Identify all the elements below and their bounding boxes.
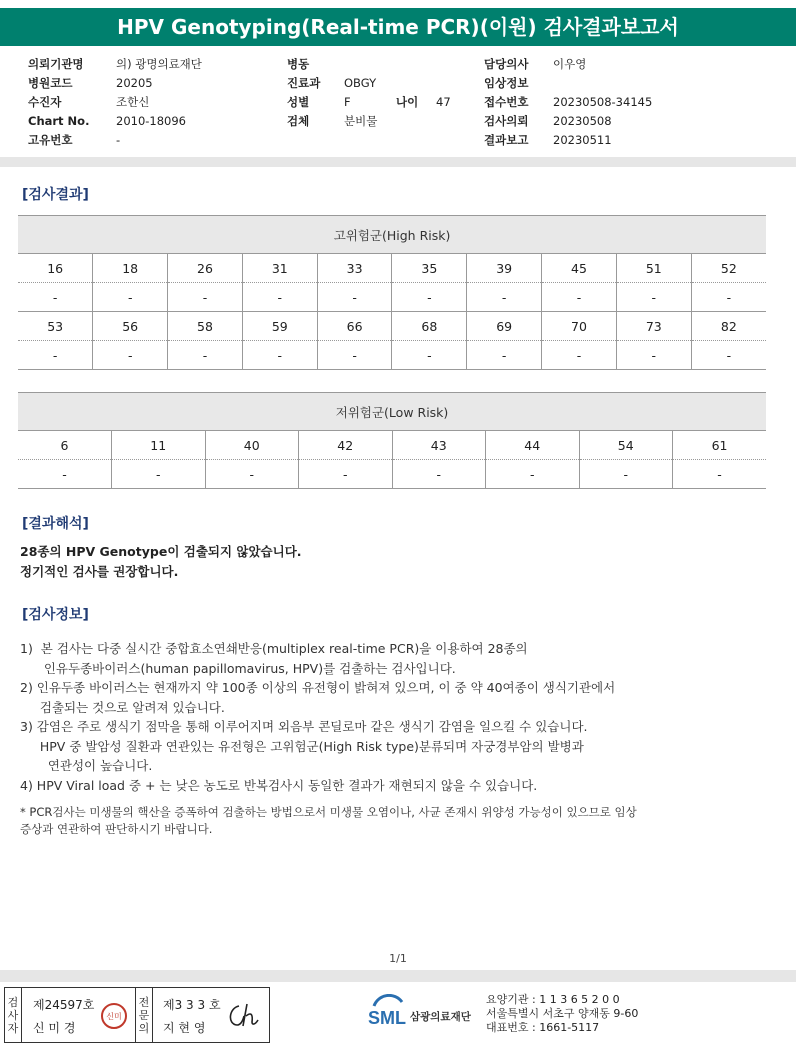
specialist-name: 지 현 영 (163, 1021, 206, 1035)
label-char: 검 (7, 995, 19, 1009)
specialist-label (135, 988, 153, 1042)
genotype-code: 26 (168, 254, 243, 283)
age-value: 47 (436, 95, 451, 109)
info-value: 20230508 (553, 114, 612, 128)
info-label: 병원코드 (28, 76, 73, 90)
specimen-label: 검체 (287, 114, 310, 128)
genotype-code: 43 (392, 431, 486, 460)
specimen-value: 분비물 (344, 114, 378, 128)
sex-value: F (344, 95, 351, 109)
info-label: 고유번호 (28, 133, 73, 147)
age-label: 나이 (396, 95, 419, 109)
test-info-notes (20, 639, 615, 795)
genotype-result: - (18, 341, 93, 370)
interpretation-line-2: 정기적인 검사를 권장합니다. (20, 564, 179, 579)
genotype-code: 42 (299, 431, 393, 460)
tester-seal-icon: 신미 (101, 1003, 127, 1029)
info-label: 접수번호 (484, 95, 529, 109)
genotype-result: - (242, 341, 317, 370)
specialist-license: 제3 3 3 호 (163, 998, 221, 1012)
logo-name: 삼광의료재단 (410, 1011, 471, 1023)
genotype-code: 52 (691, 254, 766, 283)
genotype-code: 44 (486, 431, 580, 460)
genotype-result: - (317, 283, 392, 312)
info-value: 의) 광명의료재단 (116, 57, 202, 71)
genotype-code: 56 (93, 312, 168, 341)
note-line: 2) 인유두종 바이러스는 현재까지 약 100종 이상의 유전형이 밝혀져 있으며, 이 중 약 40여종이 생식기관에서 (20, 680, 616, 695)
interpretation-section-title: [결과해석] (22, 516, 89, 532)
genotype-code: 51 (616, 254, 691, 283)
info-label: 의뢰기관명 (28, 57, 84, 71)
footnote (20, 804, 637, 838)
genotype-code: 35 (392, 254, 467, 283)
high-risk-table (18, 215, 766, 370)
genotype-result: - (205, 460, 299, 489)
note-line: 검출되는 것으로 알려져 있습니다. (20, 699, 225, 715)
genotype-code: 16 (18, 254, 93, 283)
info-label: 결과보고 (484, 133, 529, 147)
genotype-code: 69 (467, 312, 542, 341)
interpretation-text (20, 542, 302, 582)
genotype-code: 68 (392, 312, 467, 341)
genotype-result: - (486, 460, 580, 489)
genotype-code: 58 (168, 312, 243, 341)
report-title: HPV Genotyping(Real-time PCR)(이원) 검사결과보고서 (0, 8, 796, 46)
genotype-code: 45 (542, 254, 617, 283)
note-line: 1) 본 검사는 다중 실시간 중합효소연쇄반응(multiplex real-time PCR)을 이용하여 28종의 (20, 641, 528, 656)
info-label: 검사의뢰 (484, 114, 529, 128)
tester-license: 제24597호 (33, 998, 95, 1012)
genotype-result: - (242, 283, 317, 312)
info-value: 20230511 (553, 133, 612, 147)
genotype-code: 40 (205, 431, 299, 460)
logo-mark: SML (368, 1008, 406, 1028)
tester-label (5, 988, 22, 1042)
dept-value: OBGY (344, 76, 377, 90)
genotype-result: - (18, 460, 112, 489)
info-value: 이우영 (553, 57, 587, 71)
genotype-result: - (579, 460, 673, 489)
genotype-result: - (18, 283, 93, 312)
note-line: 연관성이 높습니다. (20, 758, 153, 773)
low-risk-title: 저위험군(Low Risk) (18, 393, 766, 431)
info-value: 조한신 (116, 95, 150, 109)
note-line: 3) 감염은 주로 생식기 점막을 통해 이루어지며 외음부 콘딜로마 같은 생식기 감염을 일으킬 수 있습니다. (20, 719, 588, 734)
genotype-result: - (168, 283, 243, 312)
genotype-code: 39 (467, 254, 542, 283)
header-divider (0, 157, 796, 167)
note-line: 인유두종바이러스(human papillomavirus, HPV)를 검출하는 검사입니다. (20, 660, 456, 676)
genotype-code: 11 (112, 431, 206, 460)
label-char: 전 (138, 995, 150, 1009)
genotype-code: 31 (242, 254, 317, 283)
low-risk-table (18, 392, 766, 489)
info-value: 20230508-34145 (553, 95, 653, 109)
genotype-result: - (299, 460, 393, 489)
genotype-result: - (168, 341, 243, 370)
footer-divider (0, 970, 796, 982)
results-section-title: [검사결과] (22, 187, 89, 203)
info-section-title: [검사정보] (22, 607, 89, 623)
genotype-result: - (467, 283, 542, 312)
dept-label: 진료과 (287, 76, 321, 90)
footnote-line-2: 증상과 연관하여 판단하시기 바랍니다. (20, 822, 213, 836)
genotype-code: 18 (93, 254, 168, 283)
label-char: 자 (7, 1021, 19, 1035)
genotype-result: - (93, 341, 168, 370)
genotype-code: 61 (673, 431, 767, 460)
ward-label: 병동 (287, 57, 310, 71)
genotype-code: 66 (317, 312, 392, 341)
institution-address: 서울특별시 서초구 양재동 9-60 (486, 1007, 639, 1020)
institution-code: 요양기관 : 1 1 3 6 5 2 0 0 (486, 993, 620, 1006)
genotype-result: - (542, 283, 617, 312)
genotype-code: 82 (691, 312, 766, 341)
sml-logo (366, 994, 486, 1038)
genotype-result: - (392, 460, 486, 489)
label-char: 문 (138, 1008, 150, 1022)
label-char: 의 (138, 1021, 150, 1035)
genotype-code: 54 (579, 431, 673, 460)
signature-icon (225, 998, 263, 1032)
info-label: 수진자 (28, 95, 62, 109)
genotype-result: - (317, 341, 392, 370)
patient-info (0, 55, 796, 155)
genotype-result: - (616, 341, 691, 370)
page-number: 1/1 (389, 952, 407, 965)
label-char: 사 (7, 1008, 19, 1022)
institution-phone: 대표번호 : 1661-5117 (486, 1021, 600, 1034)
genotype-code: 53 (18, 312, 93, 341)
genotype-code: 59 (242, 312, 317, 341)
info-value: - (116, 133, 121, 147)
genotype-result: - (542, 341, 617, 370)
tester-name: 신 미 경 (33, 1021, 76, 1035)
info-value: 20205 (116, 76, 153, 90)
high-risk-title: 고위험군(High Risk) (18, 216, 766, 254)
info-label: Chart No. (28, 114, 90, 128)
note-line: HPV 중 발암성 질환과 연관있는 유전형은 고위험군(High Risk type)분류되며 자궁경부암의 발병과 (20, 738, 584, 754)
genotype-code: 6 (18, 431, 112, 460)
interpretation-line-1: 28종의 HPV Genotype이 검출되지 않았습니다. (20, 544, 302, 559)
institution-info (486, 993, 638, 1035)
info-label: 담당의사 (484, 57, 529, 71)
info-value: 2010-18096 (116, 114, 186, 128)
signature-box (4, 987, 270, 1043)
genotype-result: - (467, 341, 542, 370)
genotype-code: 73 (616, 312, 691, 341)
genotype-result: - (673, 460, 767, 489)
note-line: 4) HPV Viral load 중 + 는 낮은 농도로 반복검사시 동일한 결과가 재현되지 않을 수 있습니다. (20, 777, 538, 793)
genotype-result: - (392, 341, 467, 370)
genotype-code: 70 (542, 312, 617, 341)
genotype-result: - (112, 460, 206, 489)
genotype-result: - (616, 283, 691, 312)
info-label: 임상정보 (484, 76, 529, 90)
sex-label: 성별 (287, 95, 310, 109)
genotype-result: - (691, 283, 766, 312)
footnote-line-1: * PCR검사는 미생물의 핵산을 증폭하여 검출하는 방법으로서 미생물 오염이나, 사균 존재시 위양성 가능성이 있으므로 임상 (20, 805, 637, 819)
genotype-code: 33 (317, 254, 392, 283)
genotype-result: - (691, 341, 766, 370)
genotype-result: - (93, 283, 168, 312)
genotype-result: - (392, 283, 467, 312)
